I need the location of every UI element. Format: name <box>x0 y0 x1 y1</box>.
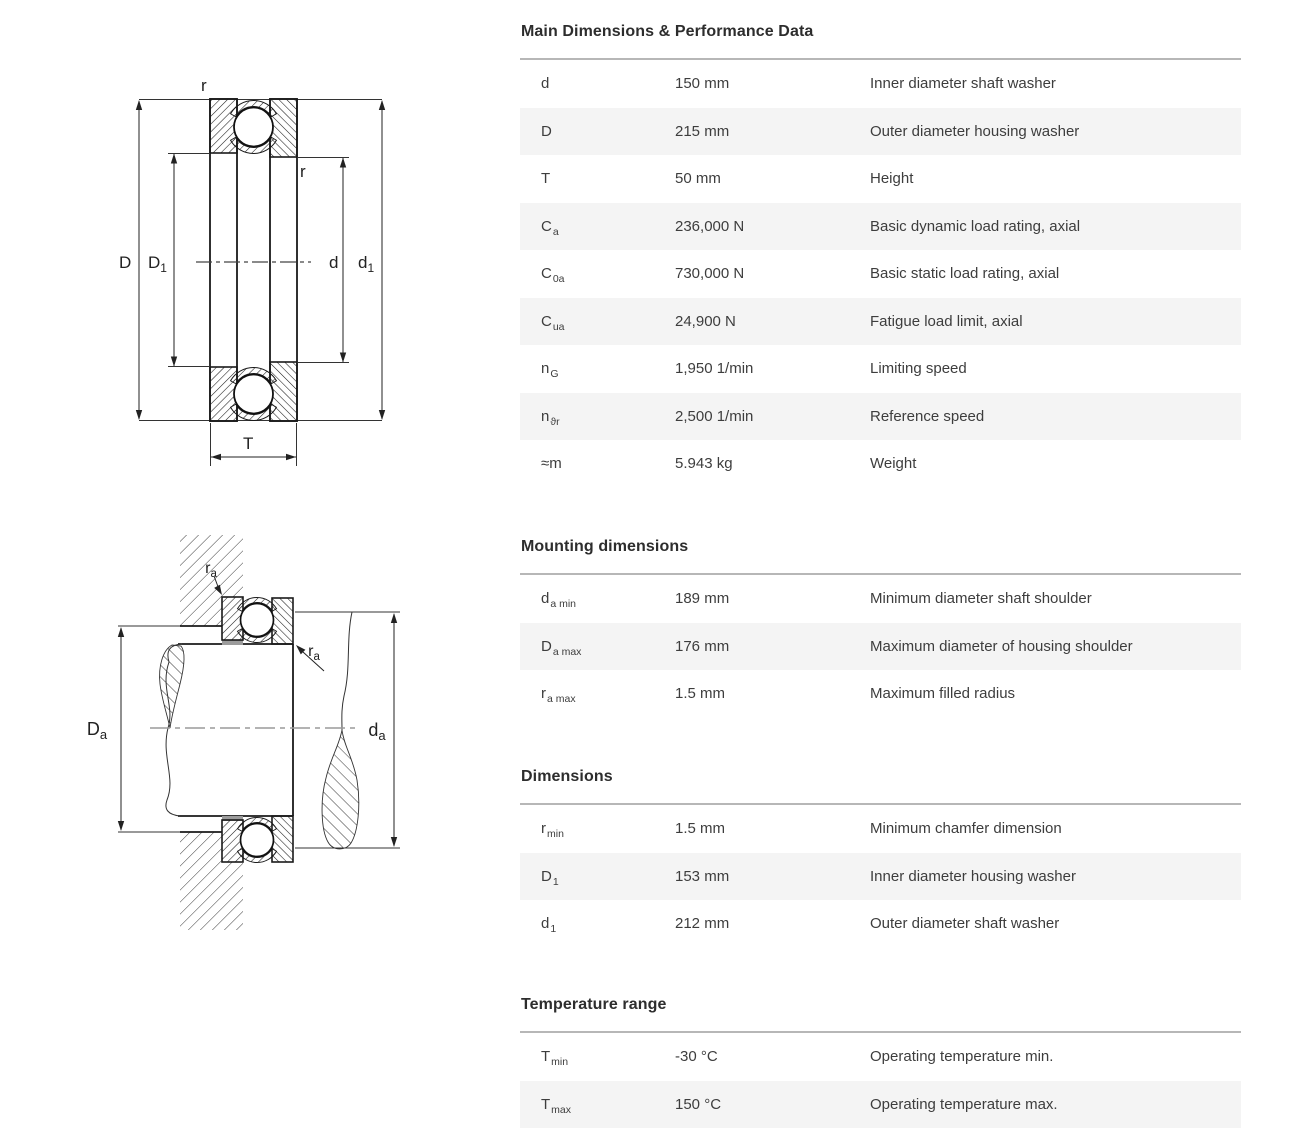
section-title: Main Dimensions & Performance Data <box>521 23 814 40</box>
table-row <box>520 250 1241 298</box>
spec-symbol: $C_{ua}$ <box>541 312 565 333</box>
dim-label-ra-top: $r_a$ <box>205 560 217 580</box>
spec-value: 150 mm <box>675 75 730 93</box>
dim-label-D: D <box>119 253 132 272</box>
arrowhead <box>379 410 385 420</box>
table-row <box>520 298 1241 346</box>
right-washer-section-top <box>270 99 297 157</box>
left-washer-section-top <box>210 99 237 153</box>
table-row <box>520 805 1241 853</box>
spec-value: 150 °C <box>675 1095 722 1113</box>
spec-symbol: $C_{0a}$ <box>541 265 565 286</box>
table-row <box>520 1081 1241 1129</box>
spec-symbol: $d_1$ <box>541 915 557 936</box>
spec-description: Minimum diameter shaft shoulder <box>870 590 1092 608</box>
ball <box>234 108 273 147</box>
spec-description: Maximum diameter of housing shoulder <box>870 637 1133 655</box>
spec-symbol: $n_G$ <box>541 360 559 381</box>
table-row <box>520 108 1241 156</box>
spec-value: -30 °C <box>675 1048 718 1066</box>
table-row <box>520 60 1241 108</box>
spec-value: 1.5 mm <box>675 685 726 703</box>
spec-description: Inner diameter housing washer <box>870 867 1076 885</box>
arrowhead <box>391 613 397 623</box>
spec-table <box>520 1031 1241 1128</box>
spec-description: Outer diameter shaft washer <box>870 915 1060 933</box>
spec-value: 1,950 1/min <box>675 360 754 378</box>
table-row <box>520 203 1241 251</box>
table-row <box>520 440 1241 488</box>
section-title: Mounting dimensions <box>521 538 689 555</box>
section-mounting-dimensions <box>520 537 1241 718</box>
spec-symbol: $r_{a max}$ <box>541 685 576 706</box>
spec-symbol: d <box>541 75 550 93</box>
arrowhead <box>391 837 397 847</box>
spec-symbol: $D_{a max}$ <box>541 637 582 658</box>
table-row <box>520 575 1241 623</box>
section-dimensions <box>520 767 1241 948</box>
spec-description: Limiting speed <box>870 360 967 378</box>
arrowhead <box>379 100 385 110</box>
spec-value: 24,900 N <box>675 312 736 330</box>
right-washer-section-bottom <box>270 362 297 421</box>
dim-label-r-top: r <box>201 76 207 95</box>
arrowhead <box>211 454 221 460</box>
spec-symbol: $d_{a min}$ <box>541 590 577 611</box>
spec-table <box>520 58 1241 488</box>
arrowhead <box>136 100 142 110</box>
spec-value: 153 mm <box>675 867 730 885</box>
spec-description: Reference speed <box>870 407 985 425</box>
left-washer-section-bottom <box>210 367 237 421</box>
bearing-cross-section-drawing <box>95 60 405 480</box>
spec-description: Operating temperature max. <box>870 1095 1058 1113</box>
spec-value: 50 mm <box>675 170 721 188</box>
spec-description: Minimum chamfer dimension <box>870 820 1062 838</box>
spec-symbol: $n_{ϑr}$ <box>541 407 560 428</box>
spec-table <box>520 803 1241 948</box>
spec-value: 212 mm <box>675 915 730 933</box>
dim-label-d1: $d_1$ <box>358 253 375 275</box>
spec-value: 176 mm <box>675 637 730 655</box>
spec-description: Operating temperature min. <box>870 1048 1054 1066</box>
spec-description: Height <box>870 170 914 188</box>
table-row <box>520 853 1241 901</box>
table-row <box>520 1033 1241 1081</box>
spec-description: Basic static load rating, axial <box>870 265 1060 283</box>
section-title: Temperature range <box>521 996 667 1013</box>
dim-label-T: T <box>243 434 254 453</box>
dim-label-d: d <box>329 253 339 272</box>
arrowhead <box>136 410 142 420</box>
ball <box>241 604 274 637</box>
spec-value: 236,000 N <box>675 217 745 235</box>
section-title: Dimensions <box>521 768 613 785</box>
arrowhead <box>171 357 177 367</box>
shaft-washer-bottom <box>272 816 293 862</box>
spec-value: 5.943 kg <box>675 455 733 473</box>
spec-value: 730,000 N <box>675 265 745 283</box>
spec-table <box>520 573 1241 718</box>
spec-description: Weight <box>870 455 917 473</box>
arrowhead <box>340 353 346 363</box>
spec-description: Outer diameter housing washer <box>870 122 1080 140</box>
shaft-washer-top <box>272 598 293 644</box>
section-temperature-range <box>520 995 1241 1128</box>
table-row <box>520 155 1241 203</box>
spec-symbol: T <box>541 170 551 188</box>
ball <box>241 824 274 857</box>
spec-description: Fatigue load limit, axial <box>870 312 1023 330</box>
spec-description: Basic dynamic load rating, axial <box>870 217 1081 235</box>
spec-symbol: $r_{min}$ <box>541 820 564 841</box>
table-row <box>520 670 1241 718</box>
dim-label-da: $d_a$ <box>368 720 386 743</box>
dim-label-r-inner: r <box>300 162 306 181</box>
shaft-break-section-right <box>322 730 359 849</box>
bearing-mounting-drawing <box>60 535 410 935</box>
arrowhead <box>118 627 124 637</box>
dim-label-ra-inner: $r_a$ <box>308 643 320 663</box>
table-row <box>520 345 1241 393</box>
shaft-break-line-right <box>342 612 352 730</box>
spec-value: 2,500 1/min <box>675 407 754 425</box>
table-row <box>520 393 1241 441</box>
spec-symbol: $D_1$ <box>541 867 559 888</box>
spec-symbol: $C_a$ <box>541 217 559 238</box>
arrowhead <box>171 154 177 164</box>
spec-description: Inner diameter shaft washer <box>870 75 1056 93</box>
table-row <box>520 900 1241 948</box>
spec-symbol: D <box>541 122 552 140</box>
spec-symbol: $T_{max}$ <box>541 1095 572 1116</box>
spec-value: 1.5 mm <box>675 820 726 838</box>
spec-symbol: ≈m <box>541 455 562 473</box>
spec-value: 215 mm <box>675 122 730 140</box>
section-main-dimensions <box>520 22 1241 488</box>
spec-description: Maximum filled radius <box>870 685 1016 703</box>
arrowhead <box>118 821 124 831</box>
table-row <box>520 623 1241 671</box>
arrowhead <box>340 158 346 168</box>
ball <box>234 375 273 414</box>
arrowhead <box>286 454 296 460</box>
spec-symbol: $T_{min}$ <box>541 1048 569 1069</box>
dim-label-D1: $D_1$ <box>148 253 167 275</box>
dim-label-Da: $D_a$ <box>86 719 108 742</box>
shaft-body <box>166 644 293 816</box>
spec-value: 189 mm <box>675 590 730 608</box>
